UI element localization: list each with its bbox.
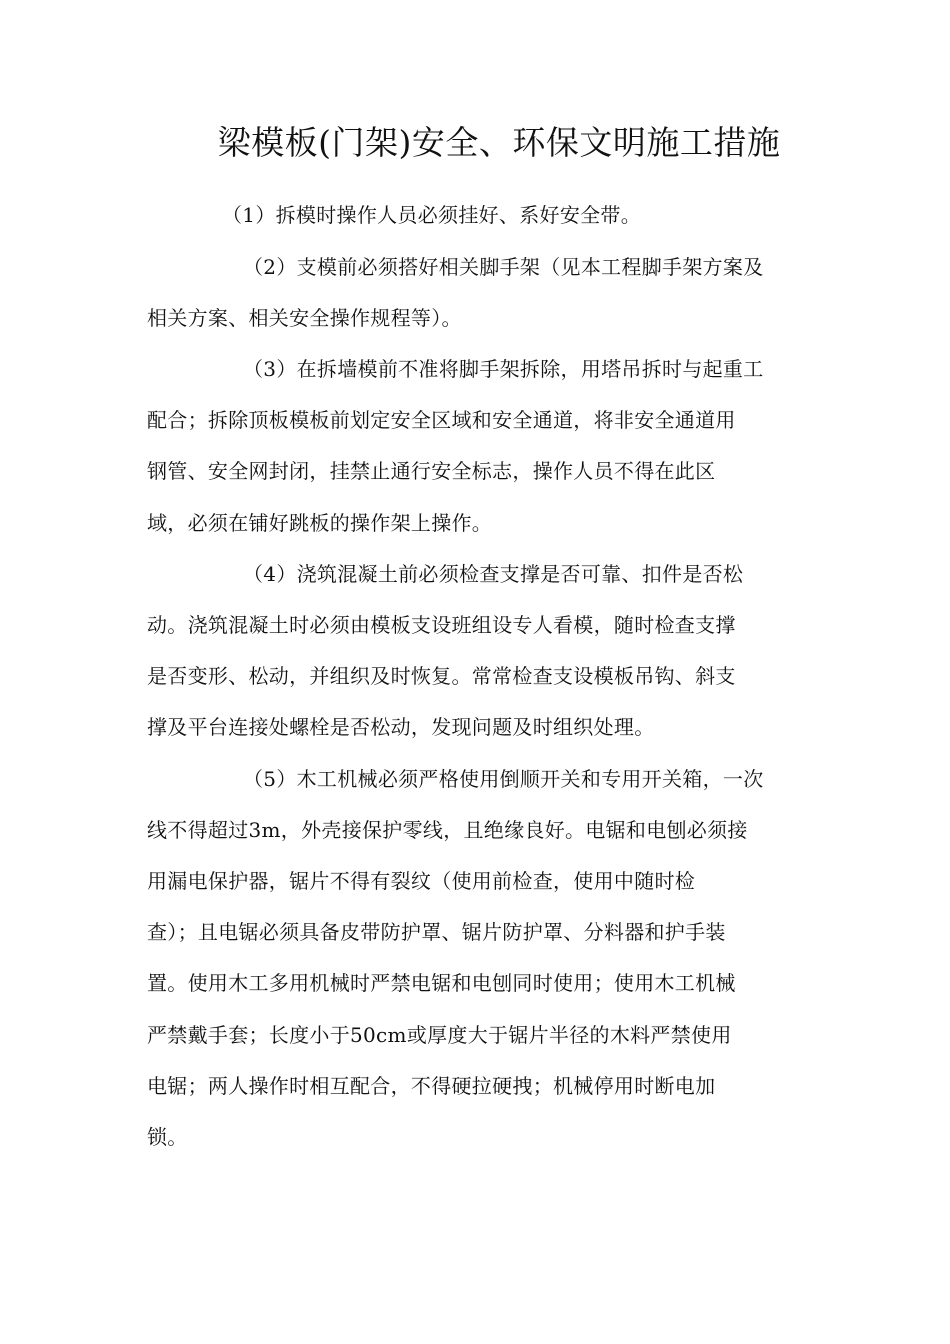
document-title: 梁模板(门架)安全、环保文明施工措施 — [217, 123, 781, 162]
paragraph-5-line-3: 用漏电保护器，锯片不得有裂纹（使用前检查，使用中随时检 — [147, 869, 696, 893]
paragraph-5-line-8: 锁。 — [147, 1125, 188, 1149]
paragraph-2-line-2: 相关方案、相关安全操作规程等）。 — [147, 306, 462, 330]
paragraph-3-line-3: 钢管、安全网封闭，挂禁止通行安全标志，操作人员不得在此区 — [147, 459, 716, 483]
paragraph-5-line-2: 线不得超过3m，外壳接保护零线，且绝缘良好。电锯和电刨必须接 — [147, 818, 748, 842]
paragraph-5-line-5: 置。使用木工多用机械时严禁电锯和电刨同时使用；使用木工机械 — [147, 971, 736, 995]
paragraph-3-line-2: 配合；拆除顶板模板前划定安全区域和安全通道，将非安全通道用 — [147, 408, 736, 432]
paragraph-4-line-4: 撑及平台连接处螺栓是否松动，发现问题及时组织处理。 — [147, 715, 655, 739]
paragraph-5-line-4: 查）；且电锯必须具备皮带防护罩、锯片防护罩、分料器和护手装 — [147, 920, 726, 944]
paragraph-3-line-1: （3）在拆墙模前不准将脚手架拆除，用塔吊拆时与起重工 — [243, 357, 764, 381]
paragraph-4-line-3: 是否变形、松动，并组织及时恢复。常常检查支设模板吊钩、斜支 — [147, 664, 736, 688]
paragraph-2-line-1: （2）支模前必须搭好相关脚手架（见本工程脚手架方案及 — [243, 255, 764, 279]
paragraph-5-line-7: 电锯；两人操作时相互配合，不得硬拉硬拽；机械停用时断电加 — [147, 1074, 716, 1098]
paragraph-5-line-1: （5）木工机械必须严格使用倒顺开关和专用开关箱，一次 — [243, 767, 764, 791]
paragraph-3-line-4: 域，必须在铺好跳板的操作架上操作。 — [147, 511, 493, 535]
paragraph-1-line-1: （1）拆模时操作人员必须挂好、系好安全带。 — [222, 203, 642, 227]
paragraph-4-line-2: 动。浇筑混凝土时必须由模板支设班组设专人看模，随时检查支撑 — [147, 613, 736, 637]
paragraph-5-line-6: 严禁戴手套；长度小于50cm或厚度大于锯片半径的木料严禁使用 — [147, 1023, 732, 1047]
paragraph-4-line-1: （4）浇筑混凝土前必须检查支撑是否可靠、扣件是否松 — [243, 562, 744, 586]
